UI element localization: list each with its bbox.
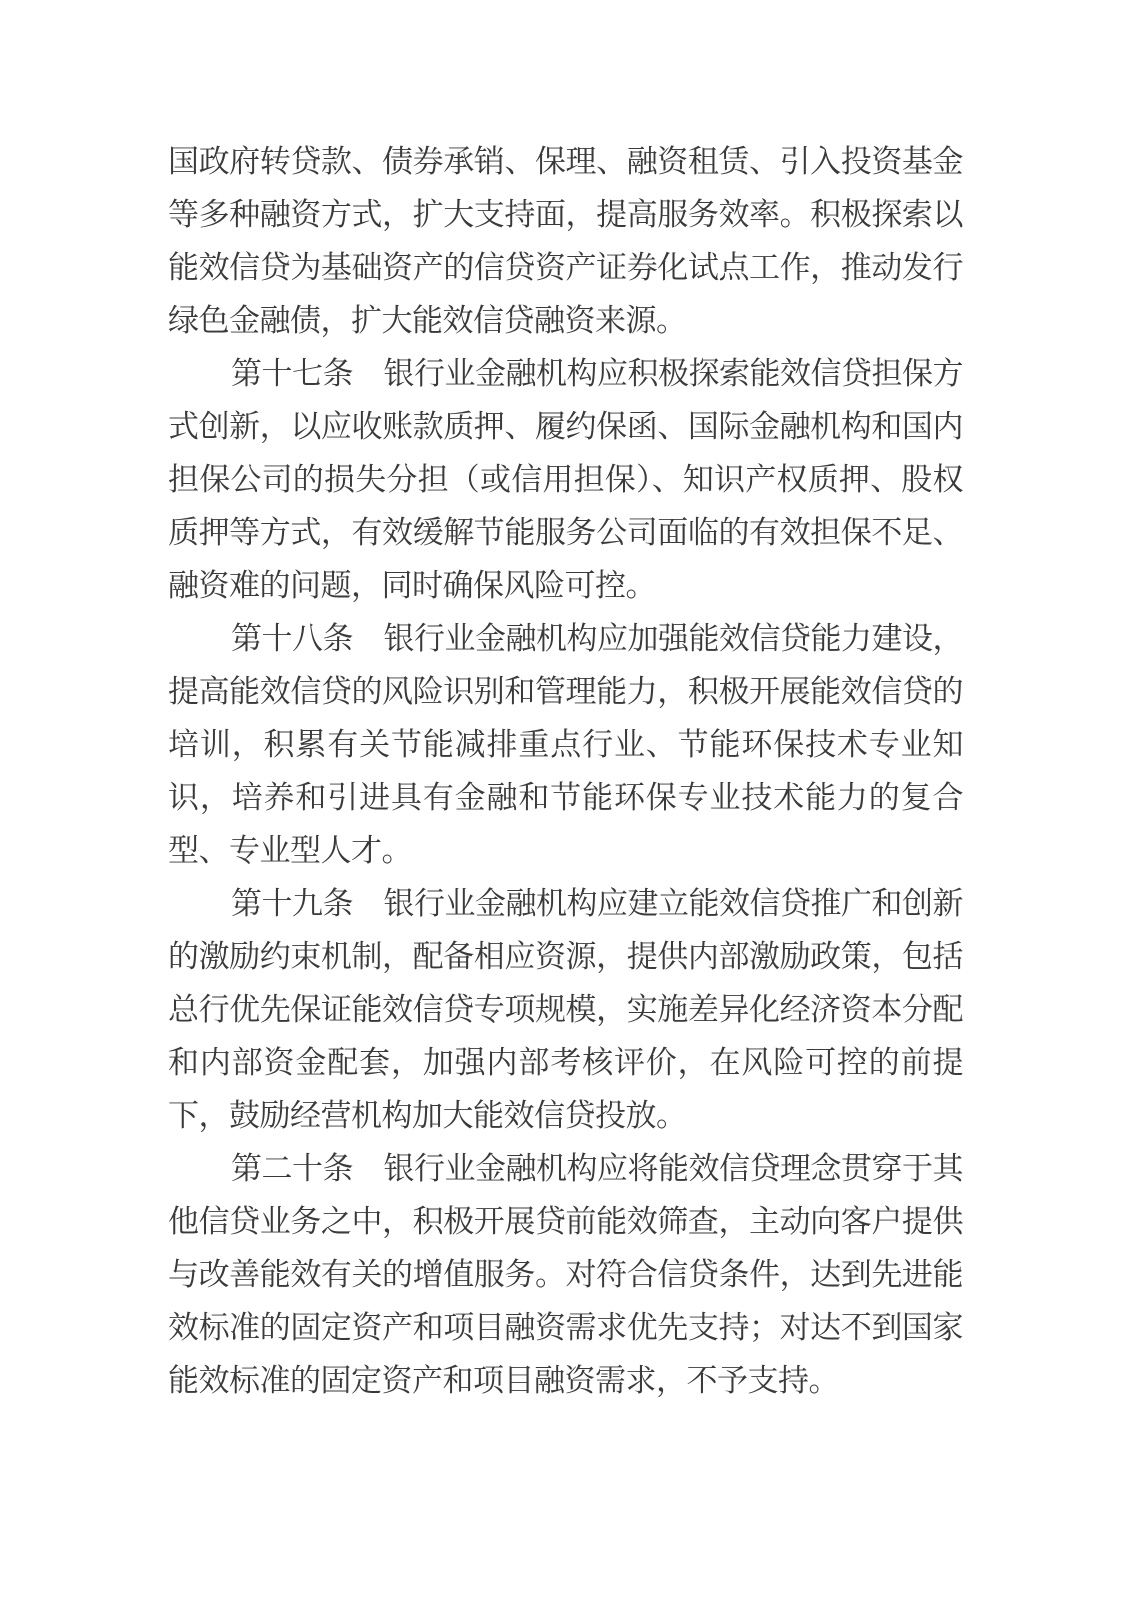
document-body-text bbox=[168, 136, 963, 1408]
paragraph-article-18: 第十八条 银行业金融机构应加强能效信贷能力建设，提高能效信贷的风险识别和管理能力，积极开展能效信贷的培训，积累有关节能减排重点行业、节能环保技术专业知识，培养和引进具有金融和节能环保专业技术能力的复合型、专业型人才。 bbox=[168, 621, 963, 869]
paragraph-continuation: 国政府转贷款、债券承销、保理、融资租赁、引入投资基金等多种融资方式，扩大支持面，提高服务效率。积极探索以能效信贷为基础资产的信贷资产证券化试点工作，推动发行绿色金融债，扩大能效信贷融资来源。 bbox=[168, 144, 963, 339]
paragraph-article-17: 第十七条 银行业金融机构应积极探索能效信贷担保方式创新，以应收账款质押、履约保函、国际金融机构和国内担保公司的损失分担（或信用担保）、知识产权质押、股权质押等方式，有效缓解节能服务公司面临的有效担保不足、融资难的问题，同时确保风险可控。 bbox=[168, 356, 963, 604]
paragraph-article-20: 第二十条 银行业金融机构应将能效信贷理念贯穿于其他信贷业务之中，积极开展贷前能效筛查，主动向客户提供与改善能效有关的增值服务。对符合信贷条件，达到先进能效标准的固定资产和项目融资需求优先支持；对达不到国家能效标准的固定资产和项目融资需求，不予支持。 bbox=[168, 1151, 963, 1399]
paragraph-article-19: 第十九条 银行业金融机构应建立能效信贷推广和创新的激励约束机制，配备相应资源，提供内部激励政策，包括总行优先保证能效信贷专项规模，实施差异化经济资本分配和内部资金配套，加强内部考核评价，在风险可控的前提下，鼓励经营机构加大能效信贷投放。 bbox=[168, 886, 963, 1134]
